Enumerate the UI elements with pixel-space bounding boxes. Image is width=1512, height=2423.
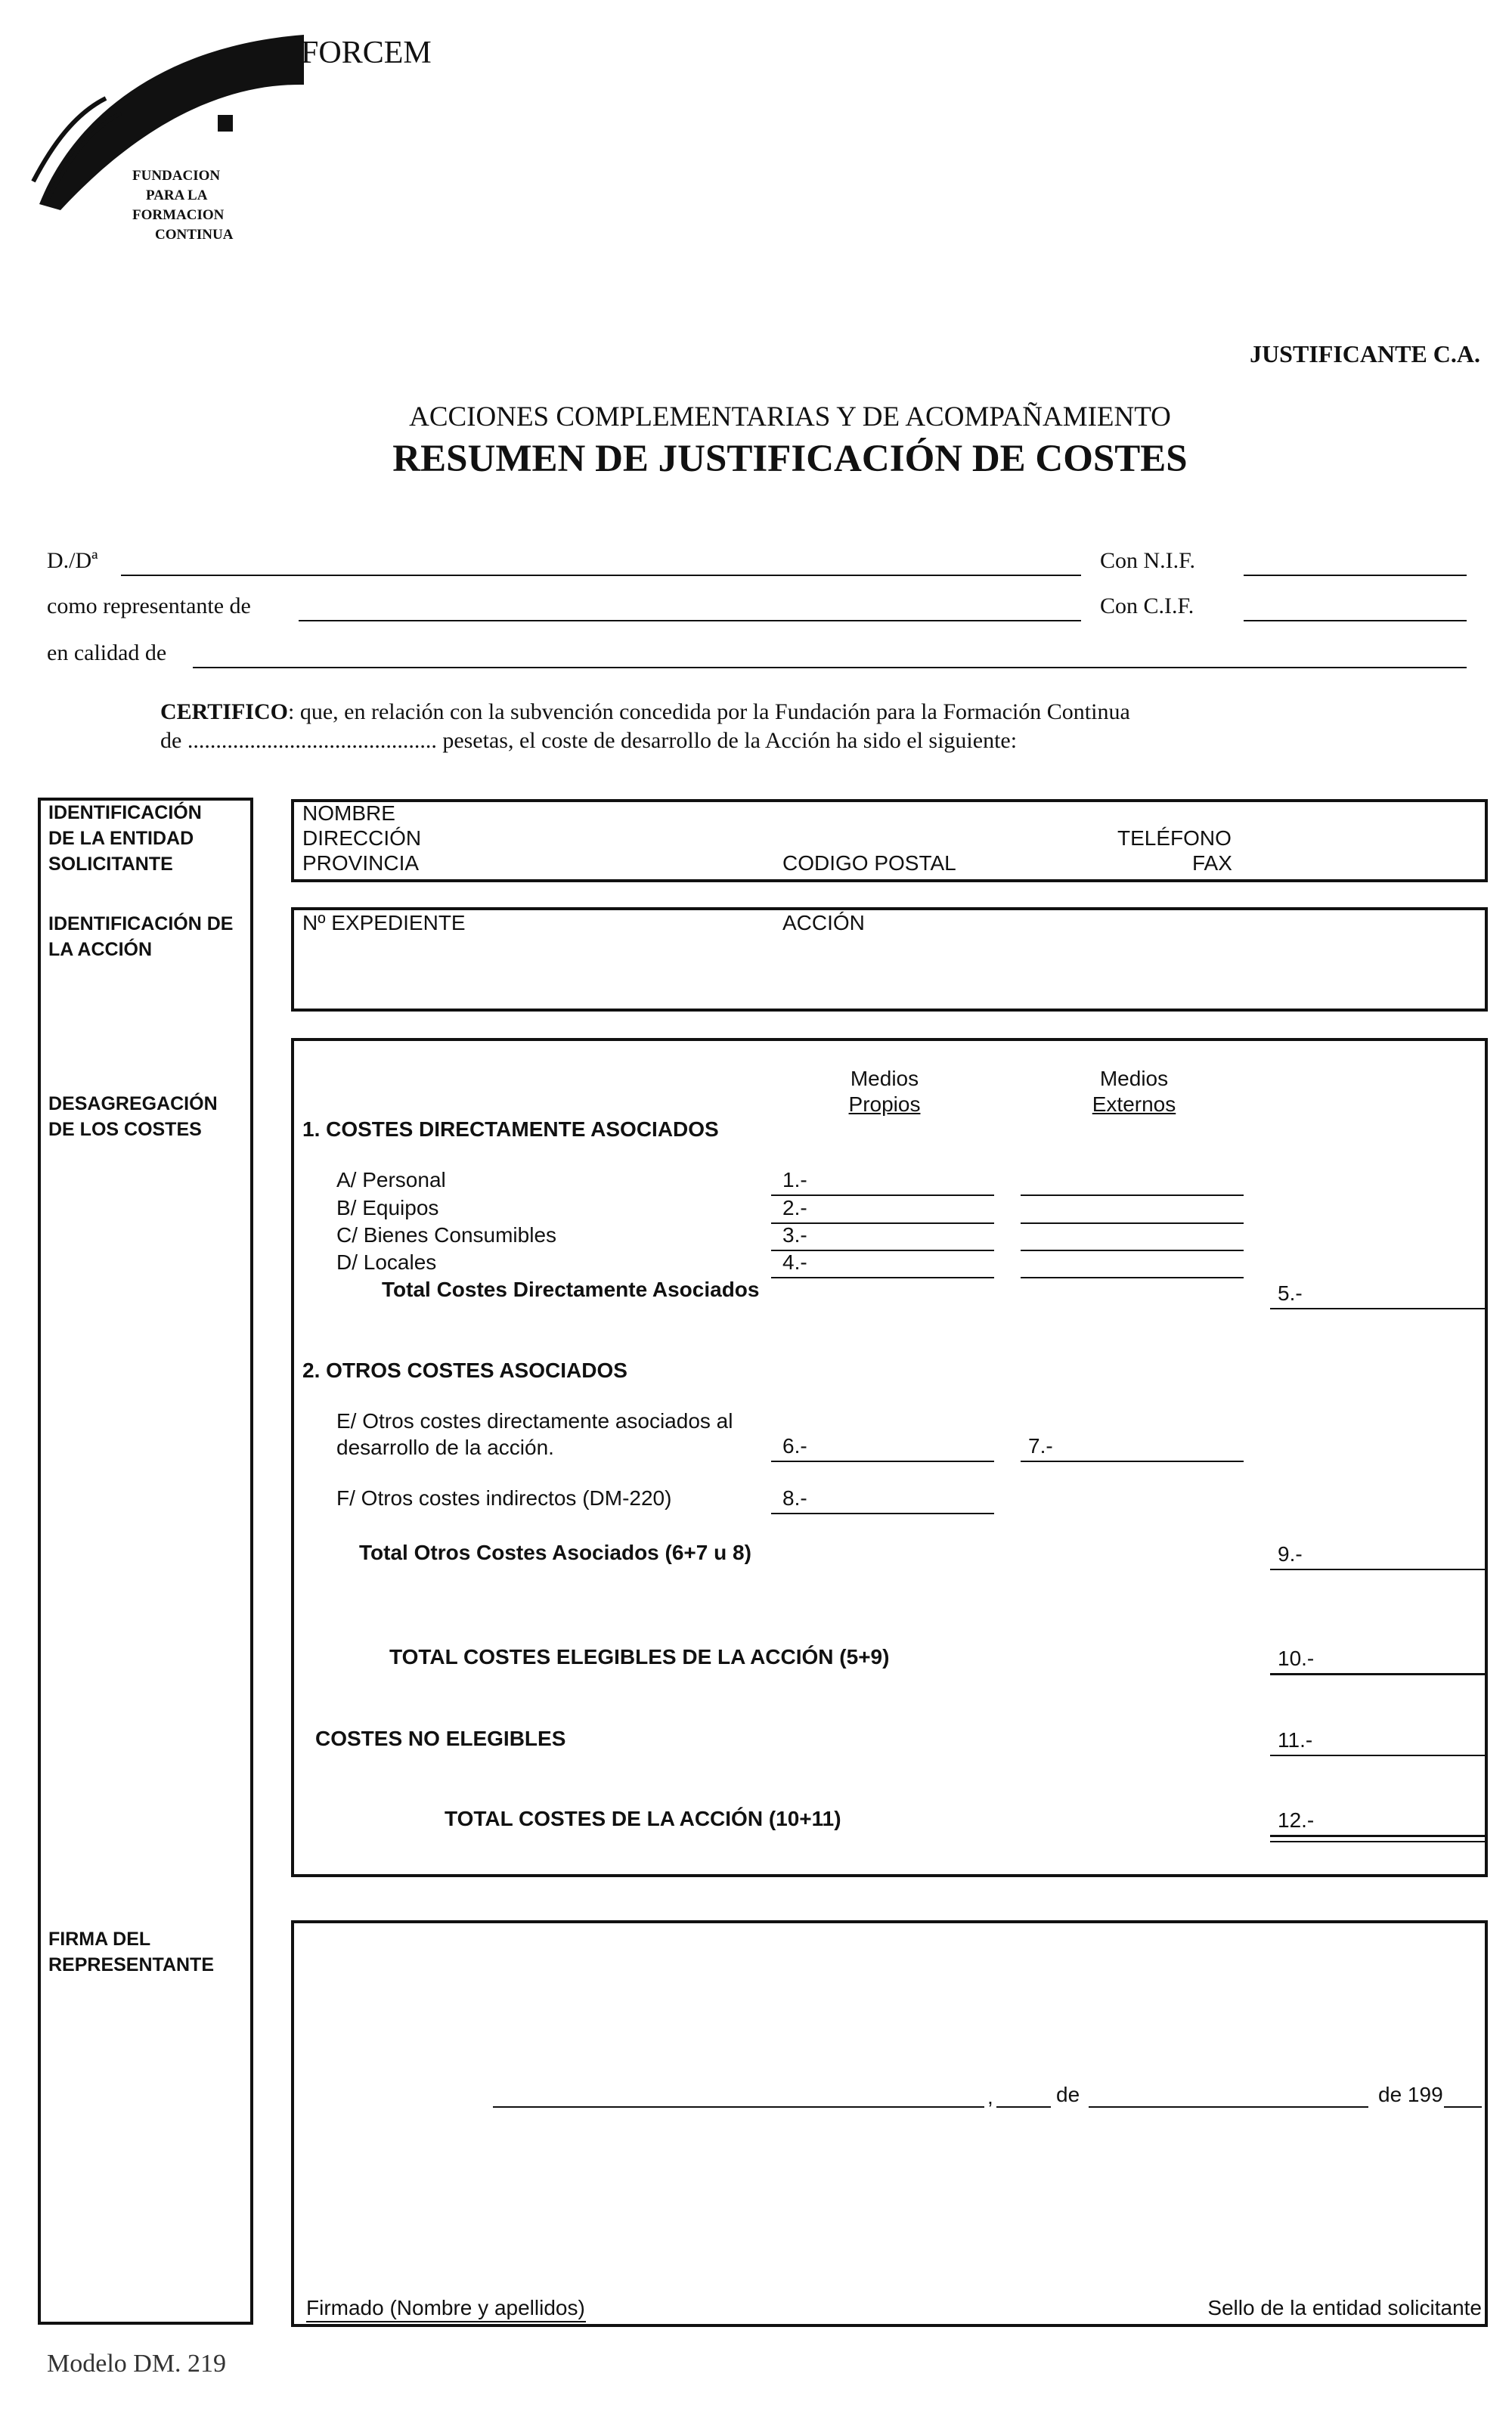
row-e-label-line-2: desarrollo de la acción. — [336, 1436, 554, 1459]
total-accion-field[interactable] — [1270, 1835, 1486, 1837]
modelo-footer: Modelo DM. 219 — [47, 2350, 227, 2378]
calidad-field[interactable] — [193, 667, 1467, 668]
logo-subtitle-line-4: CONTINUA — [155, 227, 234, 243]
representante-label: como representante de — [47, 593, 251, 618]
representante-field[interactable] — [299, 620, 1081, 621]
sello-label: Sello de la entidad solicitante — [1207, 2296, 1482, 2319]
accion-accion[interactable]: ACCIÓN — [782, 911, 865, 934]
cif-label: Con C.I.F. — [1100, 593, 1194, 618]
row-f-num: 8.- — [782, 1486, 807, 1510]
row-locales-label: D/ Locales — [336, 1250, 437, 1274]
certifico-line-1 — [160, 699, 1130, 725]
total-accion-label: TOTAL COSTES DE LA ACCIÓN (10+11) — [445, 1807, 841, 1830]
total-1-field[interactable] — [1270, 1308, 1486, 1309]
col-externos-header — [1070, 1066, 1198, 1117]
col-externos-line-1: Medios — [1099, 1067, 1169, 1090]
entidad-telefono[interactable]: TELÉFONO — [1117, 826, 1232, 850]
firma-year-field[interactable] — [1444, 2106, 1482, 2108]
row-locales-num: 4.- — [782, 1250, 807, 1274]
row-personal-label: A/ Personal — [336, 1168, 446, 1191]
label-costes: DESAGREGACIÓN DE LOS COSTES — [48, 1093, 218, 1140]
accion-box — [291, 907, 1488, 1012]
dd-field[interactable] — [121, 575, 1081, 576]
row-locales-externos-field[interactable] — [1021, 1277, 1244, 1278]
left-label-column — [38, 798, 253, 2325]
entidad-direccion[interactable]: DIRECCIÓN — [302, 826, 422, 850]
elegibles-field[interactable] — [1270, 1673, 1486, 1675]
row-e-label — [336, 1408, 733, 1461]
firma-box — [291, 1920, 1488, 2327]
certifico-line-2: de ............................................ pesetas, el coste de desarrollo de la Acción ha sido el siguiente: — [160, 728, 1018, 753]
logo-brand: FORCEM — [301, 36, 432, 70]
page-title: RESUMEN DE JUSTIFICACIÓN DE COSTES — [392, 438, 1188, 480]
label-entidad: IDENTIFICACIÓN DE LA ENTIDAD SOLICITANTE — [48, 802, 202, 875]
row-e-externos-num: 7.- — [1028, 1434, 1053, 1458]
cif-field[interactable] — [1244, 620, 1467, 621]
row-consumibles-externos-field[interactable] — [1021, 1250, 1244, 1251]
row-personal-num: 1.- — [782, 1168, 807, 1191]
firmado-underline — [306, 2321, 586, 2322]
row-equipos-num: 2.- — [782, 1196, 807, 1219]
logo-subtitle-line-1: FUNDACION — [132, 168, 221, 184]
firma-comma: , — [987, 2085, 993, 2109]
row-equipos-externos-field[interactable] — [1021, 1222, 1244, 1224]
total-accion-field-double — [1270, 1841, 1486, 1842]
firma-de-1: de — [1056, 2083, 1080, 2106]
no-elegibles-num: 11.- — [1278, 1728, 1313, 1752]
forcem-logo — [30, 30, 432, 257]
no-elegibles-label: COSTES NO ELEGIBLES — [315, 1727, 566, 1750]
certifico-bold: CERTIFICO — [160, 699, 288, 724]
elegibles-label: TOTAL COSTES ELEGIBLES DE LA ACCIÓN (5+9) — [389, 1645, 890, 1669]
dd-label: D./Dª — [47, 548, 98, 573]
row-e-label-line-1: E/ Otros costes directamente asociados al — [336, 1409, 733, 1433]
row-f-label: F/ Otros costes indirectos (DM-220) — [336, 1486, 672, 1510]
row-locales-propios-field[interactable] — [771, 1277, 994, 1278]
firma-month-field[interactable] — [1089, 2106, 1368, 2108]
col-propios-header — [820, 1066, 949, 1117]
total-1-label: Total Costes Directamente Asociados — [382, 1278, 760, 1301]
entidad-codigo-postal[interactable]: CODIGO POSTAL — [782, 851, 956, 875]
title-line-1: ACCIONES COMPLEMENTARIAS Y DE ACOMPAÑAMIENTO — [409, 401, 1171, 432]
section-2-title: 2. OTROS COSTES ASOCIADOS — [302, 1359, 627, 1382]
section-1-title: 1. COSTES DIRECTAMENTE ASOCIADOS — [302, 1117, 719, 1141]
row-e-propios-field[interactable] — [771, 1461, 994, 1462]
certifico-text-1: : que, en relación con la subvención concedida por la Fundación para la Formación Continua — [287, 699, 1130, 724]
calidad-label: en calidad de — [47, 640, 167, 665]
row-e-propios-num: 6.- — [782, 1434, 807, 1458]
firmado-label: Firmado (Nombre y apellidos) — [306, 2296, 585, 2319]
label-firma: FIRMA DEL REPRESENTANTE — [48, 1929, 215, 1975]
total-2-label: Total Otros Costes Asociados (6+7 u 8) — [359, 1541, 751, 1564]
logo-subtitle-line-2: PARA LA — [146, 187, 208, 203]
col-propios-line-1: Medios — [850, 1067, 919, 1090]
entidad-provincia[interactable]: PROVINCIA — [302, 851, 420, 875]
logo-subtitle-line-3: FORMACION — [132, 207, 225, 223]
doc-code: JUSTIFICANTE C.A. — [1250, 340, 1480, 367]
no-elegibles-field[interactable] — [1270, 1755, 1486, 1756]
col-propios-line-2: Propios — [848, 1092, 921, 1116]
row-personal-externos-field[interactable] — [1021, 1194, 1244, 1196]
total-accion-num: 12.- — [1278, 1808, 1315, 1832]
nif-label: Con N.I.F. — [1100, 548, 1195, 573]
row-consumibles-label: C/ Bienes Consumibles — [336, 1223, 557, 1247]
total-1-num: 5.- — [1278, 1281, 1303, 1305]
total-2-field[interactable] — [1270, 1569, 1486, 1570]
row-equipos-label: B/ Equipos — [336, 1196, 439, 1219]
entidad-nombre[interactable]: NOMBRE — [302, 801, 395, 825]
firma-day-field[interactable] — [996, 2106, 1051, 2108]
row-e-externos-field[interactable] — [1021, 1461, 1244, 1462]
nif-field[interactable] — [1244, 575, 1467, 576]
firma-de-2: de 199 — [1378, 2083, 1443, 2106]
elegibles-num: 10.- — [1278, 1647, 1315, 1670]
total-2-num: 9.- — [1278, 1542, 1303, 1566]
col-externos-line-2: Externos — [1092, 1092, 1176, 1116]
row-f-field[interactable] — [771, 1513, 994, 1514]
label-accion: IDENTIFICACIÓN DE LA ACCIÓN — [48, 913, 234, 960]
row-consumibles-num: 3.- — [782, 1223, 807, 1247]
firma-place-field[interactable] — [493, 2106, 984, 2108]
accion-expediente[interactable]: Nº EXPEDIENTE — [302, 911, 466, 934]
entidad-fax[interactable]: FAX — [1192, 851, 1232, 875]
